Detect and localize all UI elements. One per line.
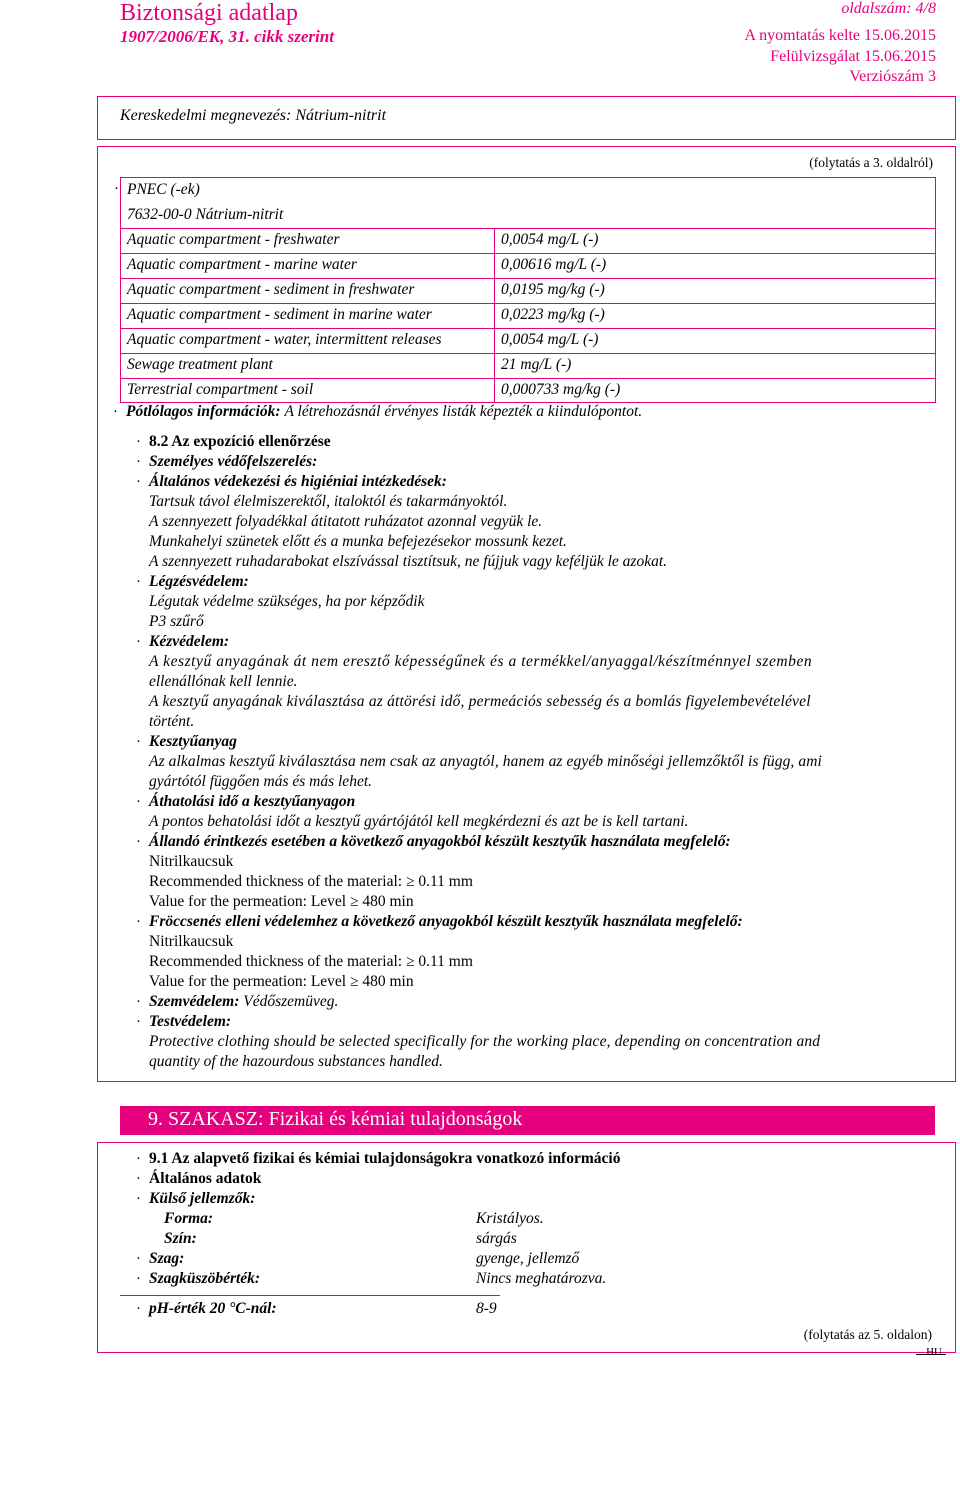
respiratory-heading: Légzésvédelem:	[149, 573, 249, 590]
permanent-contact-line: Value for the permeation: Level ≥ 480 min	[149, 893, 414, 910]
page-number: oldalszám: 4/8	[841, 0, 936, 17]
pnec-row-value: 21 mg/L (-)	[501, 356, 572, 373]
revision-date: Felülvizsgálat 15.06.2015	[770, 48, 936, 65]
respiratory-line: P3 szűrő	[149, 613, 204, 630]
property-value: Nincs meghatározva.	[476, 1270, 607, 1287]
hand-line: ellenállónak kell lennie.	[149, 673, 298, 690]
regulation-ref: 1907/2006/EK, 31. cikk szerint	[120, 27, 334, 46]
trade-name: Kereskedelmi megnevezés: Nátrium-nitrit	[120, 107, 387, 124]
property-value: gyenge, jellemző	[476, 1250, 580, 1267]
hand-line: A kesztyű anyagának át nem eresztő képességűnek és a termékkel/anyaggal/készítménnyel szemben	[149, 653, 813, 670]
property-label: Szag:	[149, 1250, 185, 1267]
permanent-contact-line: Recommended thickness of the material: ≥ 0.11 mm	[149, 873, 473, 890]
language-code: HU	[926, 1346, 942, 1358]
body-protection-line: Protective clothing should be selected specifically for the working place, depending on concentration and	[149, 1033, 821, 1050]
penetration-line: A pontos behatolási időt a kesztyű gyártójától kell megkérdezni és azt be is kell tartani.	[149, 813, 689, 830]
hand-line: történt.	[149, 713, 195, 730]
hand-heading: Kézvédelem:	[149, 633, 230, 650]
section-9-1-heading: 9.1 Az alapvető fizikai és kémiai tulajdonságokra vonatkozó információ	[149, 1150, 621, 1167]
hygiene-heading: Általános védekezési és higiéniai intézkedések:	[149, 473, 447, 490]
pnec-row-value: 0,00616 mg/L (-)	[501, 256, 607, 273]
trade-name-box	[97, 96, 956, 140]
section-9-box: · 9.1 Az alapvető fizikai és kémiai tulajdonságokra vonatkozó információ · Általános adatok · Külső jellemzők: Forma: Kristályos. Szín: sárgás · Szag: gyenge, jellemző · Szagküszöbérték: Nincs meghatározva. · pH-érték 20 °C-nál: 8-9	[97, 1142, 956, 1353]
ppe-heading: Személyes védőfelszerelés:	[149, 453, 318, 470]
pnec-row-value: 0,000733 mg/kg (-)	[501, 381, 621, 398]
continued-from-note: (folytatás a 3. oldalról)	[809, 155, 933, 170]
pnec-row-value: 0,0223 mg/kg (-)	[501, 306, 605, 323]
glove-material-line: gyártótól függően más és más lehet.	[149, 773, 373, 790]
body-protection-line: quantity of the hazourdous substances handled.	[149, 1053, 443, 1070]
pnec-row-label: Aquatic compartment - water, intermittent releases	[127, 331, 442, 348]
pnec-row-label: Terrestrial compartment - soil	[127, 381, 314, 398]
pnec-row-label: Aquatic compartment - marine water	[127, 256, 357, 273]
property-value: sárgás	[476, 1230, 517, 1247]
section-9-title: 9. SZAKASZ: Fizikai és kémiai tulajdonságok	[148, 1108, 523, 1130]
property-label: Szagküszöbérték:	[149, 1270, 261, 1287]
additional-info-text: A létrehozásnál érvényes listák képezték a kiindulópontot.	[284, 403, 643, 420]
property-label: Forma:	[164, 1210, 214, 1227]
hygiene-line: A szennyezett ruhadarabokat elszívással tisztítsuk, ne fújjuk vagy keféljük le azokat.	[149, 553, 668, 570]
pnec-table: · PNEC (-ek) 7632-00-0 Nátrium-nitrit Aquatic compartment - freshwater 0,0054 mg/L (-) Aquatic compartment - marine water 0,00616 mg/L (-) Aquatic compartment - sediment in freshwater 0,0195 mg/kg (-) Aquatic compartment - sediment in marine water 0,0223 mg/kg (-) Aquatic compartment - water, intermittent releases 0,0054 mg/L (-) Sewage treatment plant 21 mg/L (-) Terrestrial compartment - soil 0,000733 mg/kg (-)	[120, 177, 936, 403]
ph-label: pH-érték 20 °C-nál:	[149, 1300, 277, 1317]
pnec-row-value: 0,0054 mg/L (-)	[501, 331, 599, 348]
general-data-heading: Általános adatok	[149, 1170, 262, 1187]
penetration-heading: Áthatolási idő a kesztyűanyagon	[149, 793, 356, 810]
pnec-substance: 7632-00-0 Nátrium-nitrit	[127, 206, 284, 223]
body-protection-heading: Testvédelem:	[149, 1013, 232, 1030]
additional-info-label: Pótlólagos információk:	[126, 403, 281, 420]
eye-protection-value: Védőszemüveg.	[243, 993, 339, 1010]
hand-line: A kesztyű anyagának kiválasztása az áttörési idő, permeációs sebesség és a bomlás figyelembevételével	[149, 693, 811, 710]
pnec-row-value: 0,0195 mg/kg (-)	[501, 281, 605, 298]
section-9-header	[120, 1106, 935, 1135]
property-value: Kristályos.	[476, 1210, 544, 1227]
version-number: Verziószám 3	[849, 68, 936, 85]
hygiene-line: Munkahelyi szünetek előtt és a munka befejezésekor mossunk kezet.	[149, 533, 567, 550]
hygiene-line: Tartsuk távol élelmiszerektől, italoktól és takarmányoktól.	[149, 493, 508, 510]
glove-material-line: Az alkalmas kesztyű kiválasztása nem csak az anyagtól, hanem az egyéb minőségi jellemzőktől is függ, ami	[149, 753, 822, 770]
pnec-row-label: Aquatic compartment - freshwater	[127, 231, 340, 248]
eye-protection	[149, 993, 338, 1011]
ph-value: 8-9	[476, 1300, 497, 1317]
pnec-row-label: Sewage treatment plant	[127, 356, 273, 373]
additional-info	[126, 403, 642, 421]
print-date: A nyomtatás kelte 15.06.2015	[744, 27, 936, 44]
pnec-heading: PNEC (-ek)	[127, 181, 200, 198]
pnec-row-label: Aquatic compartment - sediment in marine water	[127, 306, 432, 323]
exposure-heading: 8.2 Az expozíció ellenőrzése	[149, 433, 331, 450]
splash-line: Value for the permeation: Level ≥ 480 min	[149, 973, 414, 990]
hygiene-line: A szennyezett folyadékkal átitatott ruházatot azonnal vegyük le.	[149, 513, 543, 530]
splash-heading: Fröccsenés elleni védelemhez a következő anyagokból készült kesztyűk használata megfelelő:	[149, 913, 743, 930]
permanent-contact-heading: Állandó érintkezés esetében a következő anyagokból készült kesztyűk használata megfelelő:	[149, 833, 731, 850]
respiratory-line: Légutak védelme szükséges, ha por képződik	[149, 593, 425, 610]
splash-line: Nitrilkaucsuk	[149, 933, 234, 950]
permanent-contact-line: Nitrilkaucsuk	[149, 853, 234, 870]
document-title: Biztonsági adatlap	[120, 0, 298, 26]
appearance-heading: Külső jellemzők:	[149, 1190, 256, 1207]
glove-material-heading: Kesztyűanyag	[149, 733, 237, 750]
splash-line: Recommended thickness of the material: ≥ 0.11 mm	[149, 953, 473, 970]
continued-on-note: (folytatás az 5. oldalon)	[803, 1327, 932, 1342]
pnec-row-label: Aquatic compartment - sediment in freshwater	[127, 281, 415, 298]
section-8-box: (folytatás a 3. oldalról) · PNEC (-ek) 7632-00-0 Nátrium-nitrit Aquatic compartment - freshwater 0,0054 mg/L (-) Aquatic compartment - marine water 0,00616 mg/L (-) Aquatic compartment - sediment in freshwater 0,0195 mg/kg (-) Aquatic compartment - sediment in marine water 0,0223 mg/kg (-) Aquatic compartment - water, intermittent releases 0,0054 mg/L (-) Sewage treatment plant 21 mg/L (-) Terrestrial compartment - soil 0,000733 mg/kg (-) · Pótlólagos információk: A létrehozásnál érvényes listák képezték a kiindulópontot. · 8.2 Az expozíció ellenőrzése · Személyes védőfelszerelés: · Általános védekezési és higiéniai intézkedések: Tartsuk távol élelmiszerektől, italoktól és takarmányoktól. A szennyezett folyadékkal átitatott ruházatot azonnal vegyük le. Munkahelyi szünetek előtt és a munka befejezésekor mossunk kezet. A szennyezett ruhadarabokat elszívással tisztítsuk, ne fújjuk vagy keféljük le azokat. · Légzésvédelem: Légutak védelme szükséges, ha por képződik P3 szűrő · Kézvédelem: A kesztyű anyagának át nem eresztő képességűnek és a termékkel/anyaggal/készítménnyel szemben ellenállónak kell lennie. A kesztyű anyagának kiválasztása az áttörési idő, permeációs sebesség és a bomlás figyelembevételével történt. · Kesztyűanyag Az alkalmas kesztyű kiválasztása nem csak az anyagtól, hanem az egyéb minőségi jellemzőktől is függ, ami gyártótól függően más és más lehet. · Áthatolási idő a kesztyűanyagon A pontos behatolási időt a kesztyű gyártójától kell megkérdezni és azt be is kell tartani. · Állandó érintkezés esetében a következő anyagokból készült kesztyűk használata megfelelő: Nitrilkaucsuk Recommended thickness of the material: ≥ 0.11 mm Value for the permeation: Level ≥ 480 min · Fröccsenés elleni védelemhez a következő anyagokból készült kesztyűk használata megfelelő: Nitrilkaucsuk Recommended thickness of the material: ≥ 0.11 mm Value for the permeation: Level ≥ 480 min · Szemvédelem: Védőszemüveg. · Testvédelem: Protective clothing should be selected specifically for the working place, depending on concentration and quantity of the hazourdous substances handled.	[97, 146, 956, 1082]
property-label: Szín:	[164, 1230, 197, 1247]
eye-protection-label: Szemvédelem:	[149, 993, 240, 1010]
pnec-row-value: 0,0054 mg/L (-)	[501, 231, 599, 248]
